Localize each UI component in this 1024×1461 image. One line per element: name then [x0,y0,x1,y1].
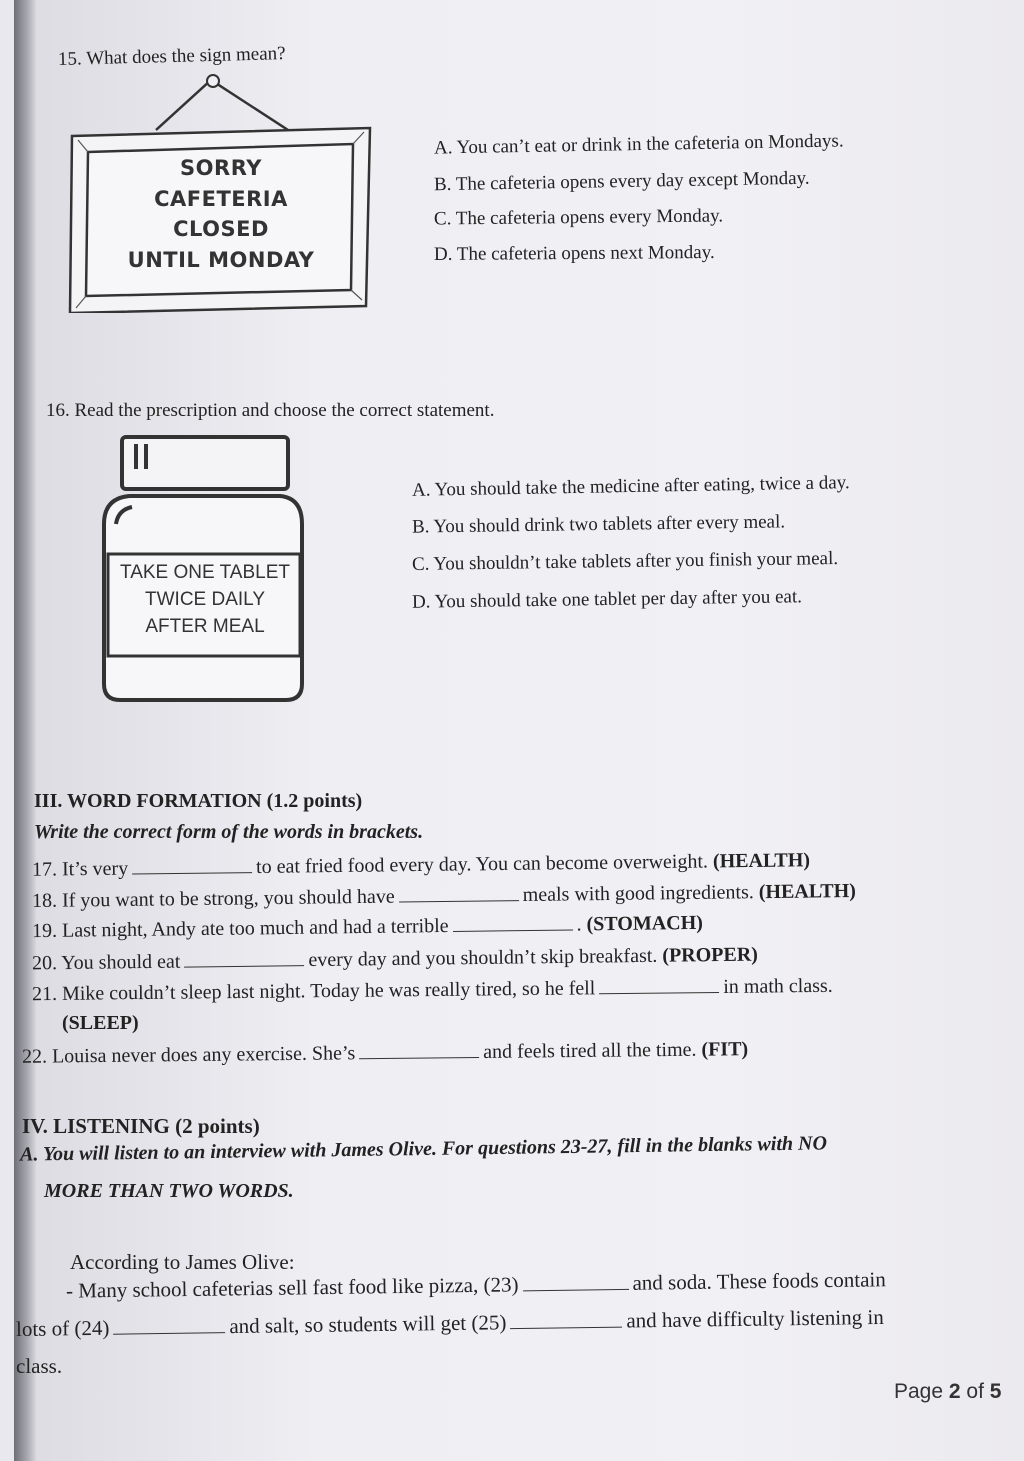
sign-line-1: SORRY [180,156,262,180]
book-spine-shadow [14,0,36,1461]
item-text-after: and feels tired all the time. [483,1038,697,1063]
item-text-after: every day and you shouldn’t skip breakfast. [308,944,658,972]
item-22 [22,1036,748,1069]
listening-text: and have difficulty listening in [626,1304,884,1333]
page-number [894,1380,1001,1404]
section-4-heading: IV. LISTENING (2 points) [22,1114,260,1138]
item-text-after: meals with good ingredients. [522,881,754,907]
section-3-heading: III. WORD FORMATION (1.2 points) [34,790,363,812]
label-line-3: AFTER MEAL [145,616,265,637]
q16-option-c[interactable]: C. You shouldn’t take tablets after you finish your meal. [411,548,839,575]
q16-question-text: Read the prescription and choose the correct statement. [74,400,495,421]
root-word: (STOMACH) [586,911,703,936]
item-number: 17. [31,858,58,881]
q15-option-b[interactable]: B. The cafeteria opens every day except Monday. [433,167,810,196]
label-line-1: TAKE ONE TABLET [120,562,290,583]
sign-line-4: UNTIL MONDAY [127,248,315,272]
item-21 [32,973,833,1006]
root-word: (FIT) [701,1038,749,1061]
answer-blank-18[interactable] [399,882,519,902]
item-text-before: Mike couldn’t sleep last night. Today he was really tired, so he fell [61,977,596,1005]
answer-blank-17[interactable] [132,854,252,874]
item-20 [32,942,758,976]
current-page: 2 [948,1380,961,1403]
medicine-bottle [100,434,310,706]
q15-option-c[interactable]: C. The cafeteria opens every Monday. [433,205,724,230]
item-text-before: Louisa never does any exercise. She’s [51,1042,356,1068]
answer-blank-23[interactable] [522,1271,628,1291]
listening-text: lots of (24) [15,1315,110,1342]
q16-number: 16. [46,400,70,421]
answer-blank-25[interactable] [510,1309,622,1330]
item-19 [32,910,703,943]
item-text-before: Last night, Andy ate too much and had a terrible [61,915,449,942]
answer-blank-24[interactable] [113,1314,225,1335]
answer-blank-22[interactable] [359,1039,479,1059]
listening-text: and soda. These foods contain [632,1267,886,1295]
page-word: Page [894,1380,944,1403]
item-18 [32,878,856,913]
root-word: (PROPER) [662,943,759,967]
q16-question [46,400,494,422]
section-4-instruction-2: MORE THAN TWO WORDS. [44,1180,294,1202]
item-text-before: You should eat [61,950,181,975]
sign-line-3: CLOSED [173,217,269,241]
item-text-before: It’s very [61,857,129,881]
listening-text: - Many school cafeterias sell fast food like pizza, (23) [65,1272,519,1303]
item-text-after: in math class. [723,974,833,998]
answer-blank-20[interactable] [184,947,304,967]
root-word: (HEALTH) [712,849,811,873]
answer-blank-19[interactable] [452,911,572,931]
sign-line-2: CAFETERIA [154,187,288,211]
q15-question-text: What does the sign mean? [85,43,286,70]
item-text-after: to eat fried food every day. You can become overweight. [255,850,709,879]
q15-option-a[interactable]: A. You can’t eat or drink in the cafeteria on Mondays. [433,130,844,159]
item-17 [32,847,810,882]
q16-option-d[interactable]: D. You should take one tablet per day after you eat. [411,586,803,613]
listening-text: and salt, so students will get (25) [229,1310,507,1339]
cafeteria-sign [66,68,376,313]
q16-option-b[interactable]: B. You should drink two tablets after every meal. [411,511,786,538]
item-number: 22. [21,1045,48,1068]
item-number: 20. [31,952,58,975]
listening-line-2 [16,1305,884,1342]
of-word: of [966,1380,984,1403]
item-21-root-word: (SLEEP) [62,1012,139,1034]
root-word: (HEALTH) [758,879,856,904]
item-number: 21. [31,982,58,1006]
answer-blank-21[interactable] [599,974,719,994]
item-number: 19. [31,919,58,943]
listening-line-3: class. [16,1354,63,1378]
section-4-instruction-1: A. You will listen to an interview with James Olive. For questions 23-27, fill in the blanks with NO [19,1132,828,1166]
listening-intro: According to James Olive: [70,1250,295,1274]
item-text-after: . [576,913,582,936]
total-pages: 5 [989,1380,1002,1403]
section-3-instruction: Write the correct form of the words in brackets. [34,821,424,843]
q15-number: 15. [57,48,83,70]
item-text-before: If you want to be strong, you should have [61,885,395,912]
worksheet-page [14,0,1024,1461]
q15-option-d[interactable]: D. The cafeteria opens next Monday. [433,242,715,265]
item-number: 18. [31,889,58,913]
q16-option-a[interactable]: A. You should take the medicine after eating, twice a day. [411,472,850,501]
q15-question [58,43,286,71]
label-line-2: TWICE DAILY [145,589,265,610]
